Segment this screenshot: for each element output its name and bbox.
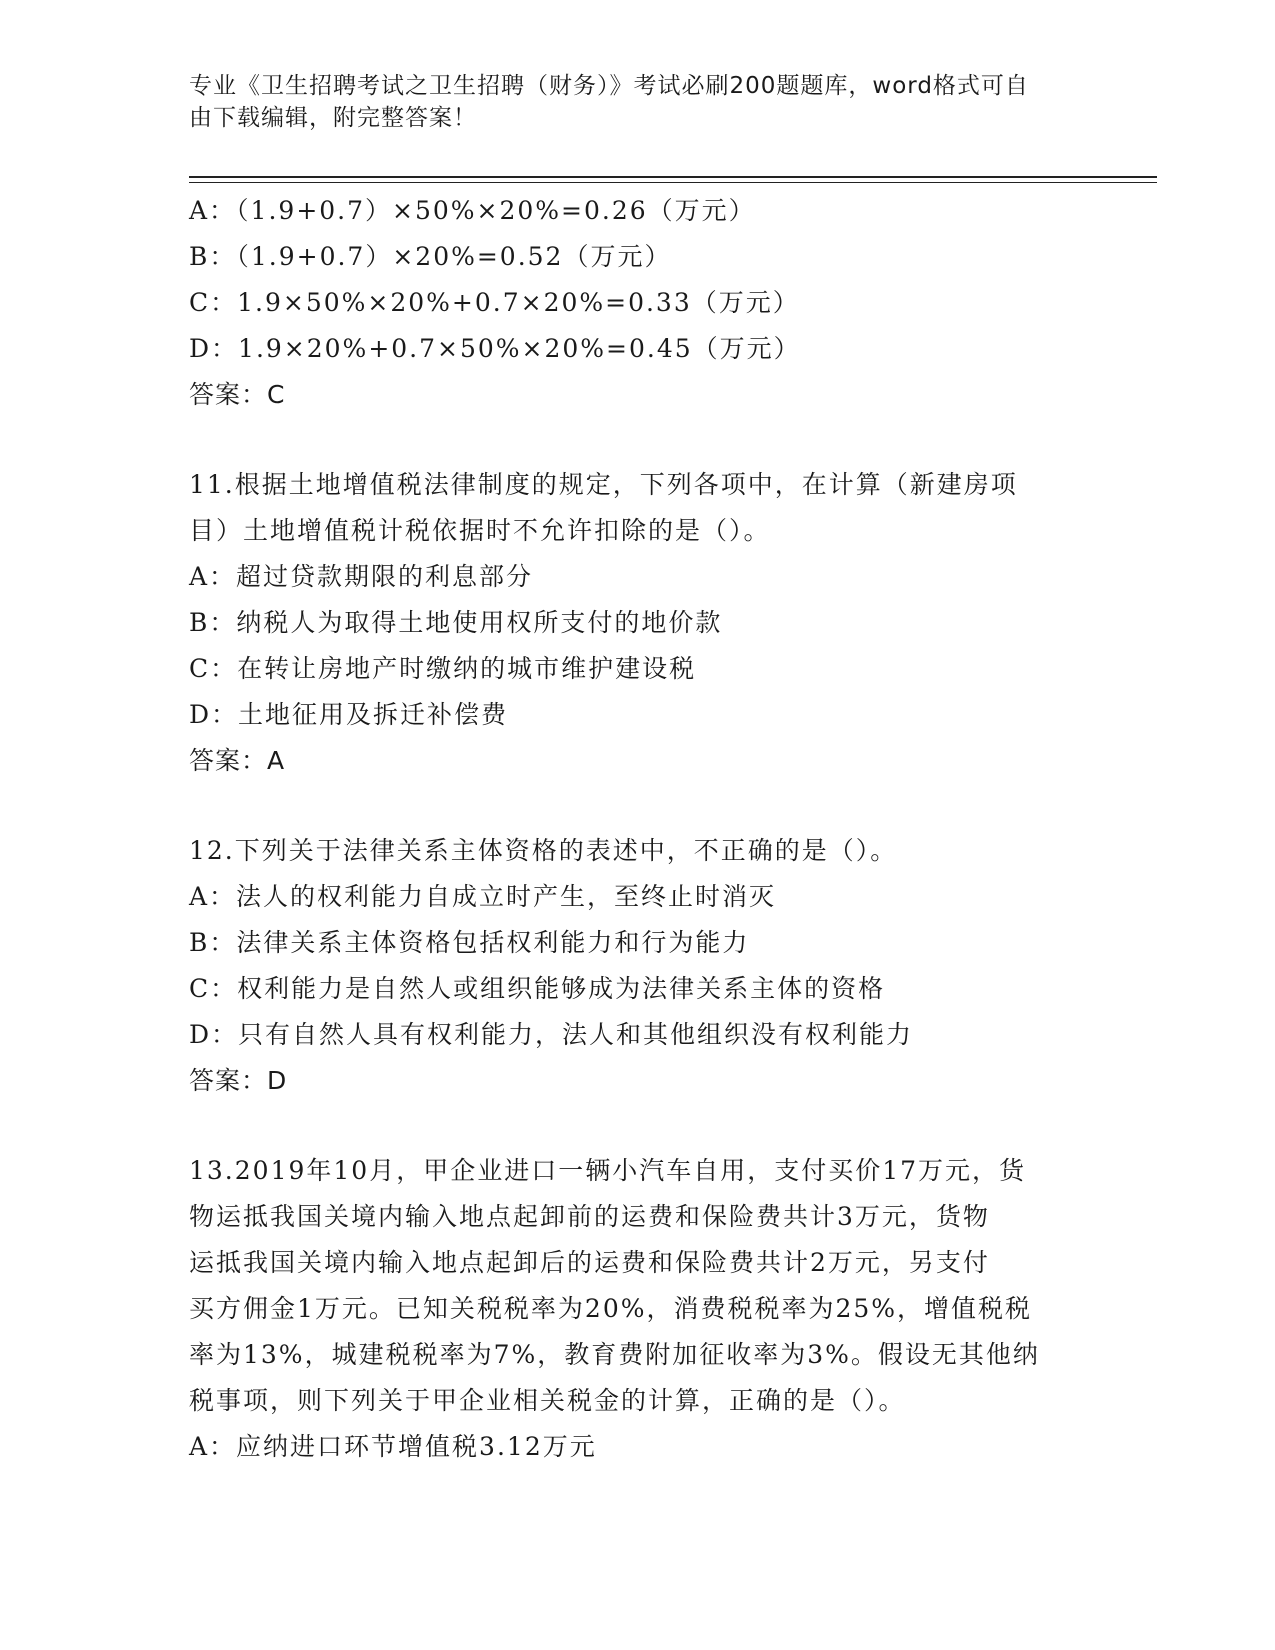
- option-d: D：只有自然人具有权利能力，法人和其他组织没有权利能力: [189, 1020, 914, 1049]
- option-a: A：法人的权利能力自成立时产生，至终止时消灭: [189, 882, 777, 911]
- option-c: C：1.9×50%×20%+0.7×20%=0.33（万元）: [189, 288, 800, 317]
- option-a: A：应纳进口环节增值税3.12万元: [189, 1432, 597, 1461]
- header-divider: [189, 176, 1157, 178]
- question-stem-line: 税事项，则下列关于甲企业相关税金的计算，正确的是（）。: [189, 1386, 906, 1415]
- option-c: C：在转让房地产时缴纳的城市维护建设税: [189, 654, 697, 683]
- question-10: [189, 188, 1089, 418]
- option-d: D：土地征用及拆迁补偿费: [189, 700, 509, 729]
- option-a: A：（1.9+0.7）×50%×20%=0.26（万元）: [189, 196, 756, 225]
- spacer: [189, 418, 1089, 462]
- option-a: A：超过贷款期限的利息部分: [189, 562, 534, 591]
- answer: 答案：C: [189, 380, 286, 409]
- option-d: D：1.9×20%+0.7×50%×20%=0.45（万元）: [189, 334, 801, 363]
- question-stem-line: 13.2019年10月，甲企业进口一辆小汽车自用，支付买价17万元，货: [189, 1156, 1027, 1185]
- question-stem-line: 物运抵我国关境内输入地点起卸前的运费和保险费共计3万元，货物: [189, 1202, 990, 1231]
- question-stem-line: 11.根据土地增值税法律制度的规定，下列各项中，在计算（新建房项: [189, 470, 1018, 499]
- header-line-1: 专业《卫生招聘考试之卫生招聘（财务）》考试必刷200题题库，word格式可自: [189, 73, 1029, 99]
- question-list: [189, 188, 1089, 1470]
- spacer: [189, 1104, 1089, 1148]
- option-b: B：纳税人为取得土地使用权所支付的地价款: [189, 608, 723, 637]
- question-stem-line: 运抵我国关境内输入地点起卸后的运费和保险费共计2万元，另支付: [189, 1248, 990, 1277]
- header-line-2: 由下载编辑，附完整答案！: [189, 105, 477, 131]
- question-stem-line: 目）土地增值税计税依据时不允许扣除的是（）。: [189, 516, 771, 545]
- document-header: [189, 70, 1089, 134]
- question-13: [189, 1148, 1089, 1470]
- question-12: [189, 828, 1089, 1104]
- question-stem-line: 率为13%，城建税税率为7%，教育费附加征收率为3%。假设无其他纳: [189, 1340, 1040, 1369]
- header-divider-thin: [189, 182, 1157, 183]
- question-stem-line: 12.下列关于法律关系主体资格的表述中，不正确的是（）。: [189, 836, 898, 865]
- option-b: B：法律关系主体资格包括权利能力和行为能力: [189, 928, 750, 957]
- question-stem-line: 买方佣金1万元。已知关税税率为20%，消费税税率为25%，增值税税: [189, 1294, 1033, 1323]
- answer: 答案：D: [189, 1066, 288, 1095]
- spacer: [189, 784, 1089, 828]
- question-11: [189, 462, 1089, 784]
- option-b: B：（1.9+0.7）×20%=0.52（万元）: [189, 242, 672, 271]
- option-c: C：权利能力是自然人或组织能够成为法律关系主体的资格: [189, 974, 886, 1003]
- answer: 答案：A: [189, 746, 286, 775]
